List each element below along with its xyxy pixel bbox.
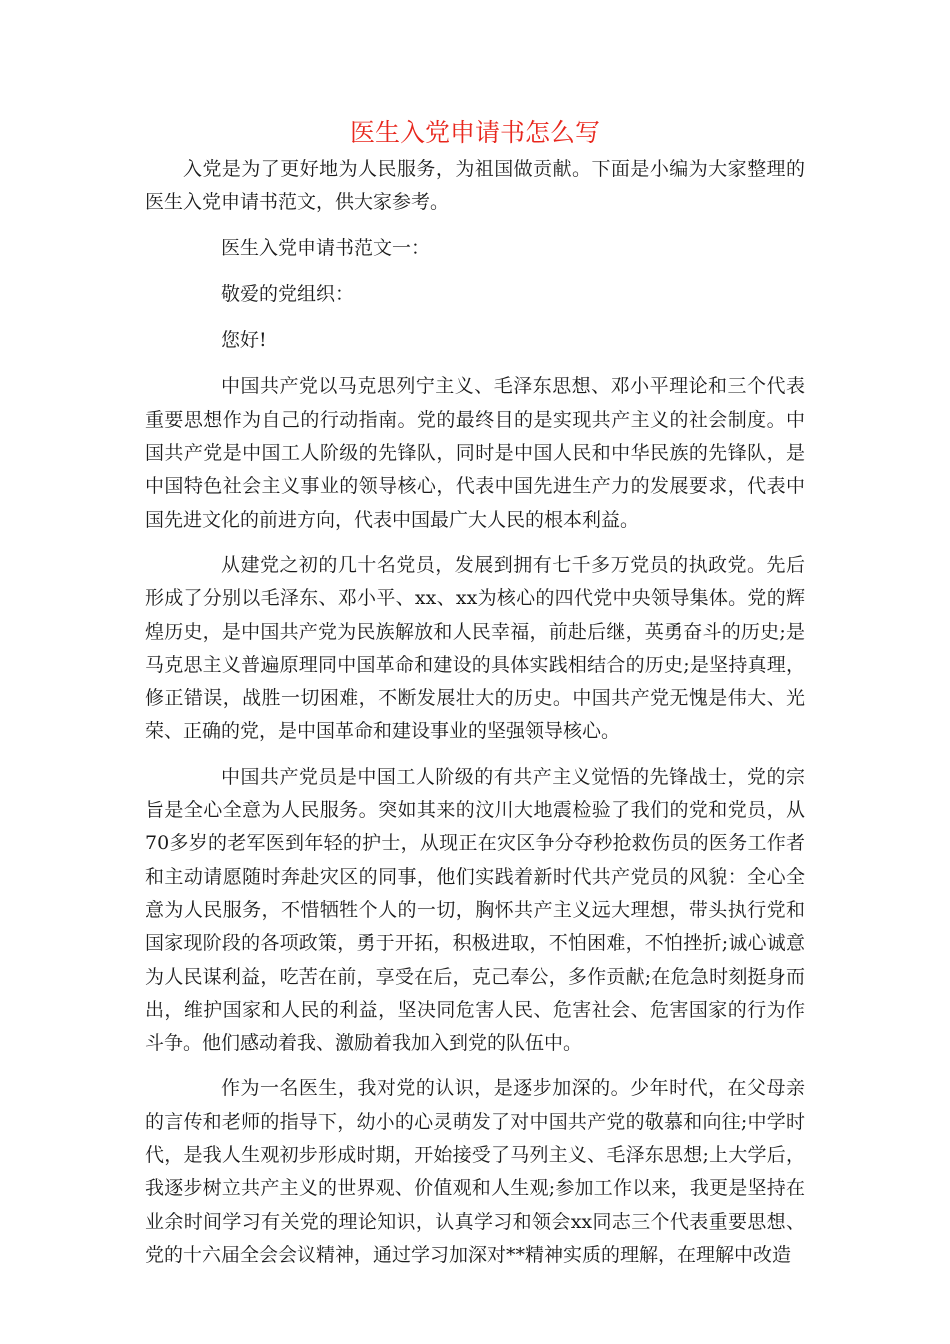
body-paragraph: 中国共产党以马克思列宁主义、毛泽东思想、邓小平理论和三个代表重要思想作为自己的行动指南。党的最终目的是实现共产主义的社会制度。中国共产党是中国工人阶级的先锋队，同时是中国人民和中华民族的先锋队，是中国特色社会主义事业的领导核心，代表中国先进生产力的发展要求，代表中国先进文化的前进方向，代表中国最广大人民的根本利益。 xyxy=(145,375,805,531)
body-paragraph: 作为一名医生，我对党的认识，是逐步加深的。少年时代，在父母亲的言传和老师的指导下，幼小的心灵萌发了对中国共产党的敬慕和向往;中学时代，是我人生观初步形成时期，开始接受了马列主义、毛泽东思想;上大学后，我逐步树立共产主义的世界观、价值观和人生观;参加工作以来，我更是坚持在业余时间学习有关党的理论知识，认真学习和领会xx同志三个代表重要思想、党的十六届全会会议精神，通过学习加深对**精神实质的理解，在理解中改造 xyxy=(145,1077,805,1266)
document-body xyxy=(145,153,805,1284)
body-paragraph: 中国共产党员是中国工人阶级的有共产主义觉悟的先锋战士，党的宗旨是全心全意为人民服务。突如其来的汶川大地震检验了我们的党和党员，从70多岁的老军医到年轻的护士，从现正在灾区争分夺秒抢救伤员的医务工作者和主动请愿随时奔赴灾区的同事，他们实践着新时代共产党员的风貌：全心全意为人民服务，不惜牺牲个人的一切，胸怀共产主义远大理想，带头执行党和国家现阶段的各项政策，勇于开拓，积极进取，不怕困难，不怕挫折;诚心诚意为人民谋利益，吃苦在前，享受在后，克己奉公，多作贡献;在危急时刻挺身而出，维护国家和人民的利益，坚决同危害人民、危害社会、危害国家的行为作斗争。他们感动着我、激励着我加入到党的队伍中。 xyxy=(145,765,805,1055)
document-title: 医生入党申请书怎么写 xyxy=(349,118,600,147)
sample-heading: 医生入党申请书范文一： xyxy=(221,236,431,259)
greeting: 您好! xyxy=(221,329,267,352)
salutation: 敬爱的党组织： xyxy=(221,282,355,305)
body-paragraph: 从建党之初的几十名党员，发展到拥有七千多万党员的执政党。先后形成了分别以毛泽东、邓小平、xx、xx为核心的四代党中央领导集体。党的辉煌历史，是中国共产党为民族解放和人民幸福，前赴后继，英勇奋斗的历史;是马克思主义普遍原理同中国革命和建设的具体实践相结合的历史;是坚持真理，修正错误，战胜一切困难，不断发展壮大的历史。中国共产党无愧是伟大、光荣、正确的党，是中国革命和建设事业的坚强领导核心。 xyxy=(145,553,805,743)
intro-paragraph: 入党是为了更好地为人民服务，为祖国做贡献。下面是小编为大家整理的医生入党申请书范文，供大家参考。 xyxy=(145,158,805,214)
